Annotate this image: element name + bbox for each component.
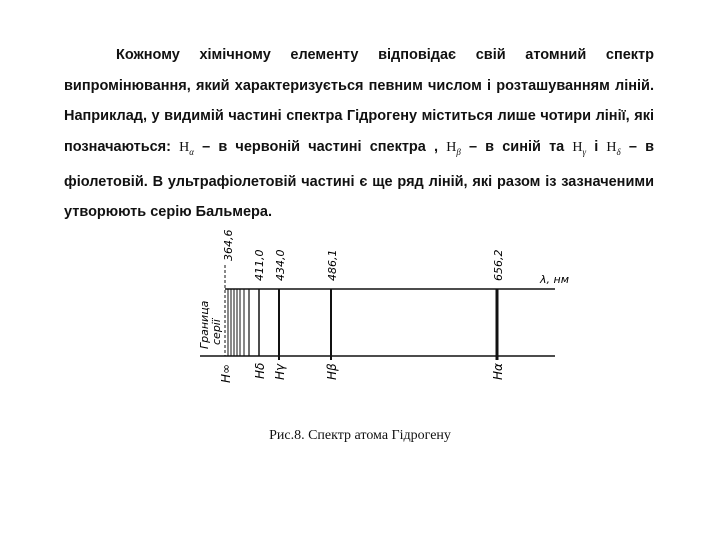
h-delta-symbol: $H_\delta$ <box>606 139 621 157</box>
body-paragraph <box>64 40 654 228</box>
wavelength-label: 434,0 <box>274 249 287 281</box>
line-label-h-delta: Hδ <box>253 362 267 379</box>
h-beta-symbol: $H_\beta$ <box>446 139 461 157</box>
line-label-h-infinity: H∞ <box>219 363 233 383</box>
paragraph-text: Кожному хімічному елементу відповідає свій атомний спектр випромінювання, який характеризується певним числом і розташуванням ліній. Наприклад, у видимій частині спектра Гідрогену міститься лише чотири лінії, які позначаються: <box>64 47 654 155</box>
paragraph-text: – в фіолетовій. В ультрафіолетовій частині є ще ряд ліній, які разом із зазначеними утворюють серію Бальмера <box>64 138 655 221</box>
h-alpha-symbol: $H_\alpha$ <box>179 139 194 157</box>
paragraph-text: і <box>586 138 607 155</box>
series-limit-label: серії <box>210 319 223 345</box>
balmer-spectrum-figure <box>180 225 580 395</box>
wavelength-label: 656,2 <box>492 249 505 281</box>
paragraph-end: . <box>267 204 273 221</box>
wavelength-label: 486,1 <box>326 249 339 281</box>
spectrum-diagram <box>180 225 580 395</box>
h-gamma-symbol: $H_\gamma$ <box>572 139 587 157</box>
paragraph-text: – в синій та <box>460 138 573 155</box>
wavelength-label: 364,6 <box>222 229 235 261</box>
line-label-h-gamma: Hγ <box>273 363 287 380</box>
figure-caption: Рис.8. Спектр атома Гідрогену <box>269 428 451 443</box>
line-label-h-alpha: Hα <box>491 363 505 380</box>
wavelength-label: 411,0 <box>253 249 266 281</box>
line-label-h-beta: Hβ <box>325 363 339 380</box>
series-limit-label: Граница <box>198 300 211 349</box>
axis-label: λ, нм <box>540 273 569 286</box>
paragraph-text: – в червоній частині спектра , <box>193 138 447 155</box>
